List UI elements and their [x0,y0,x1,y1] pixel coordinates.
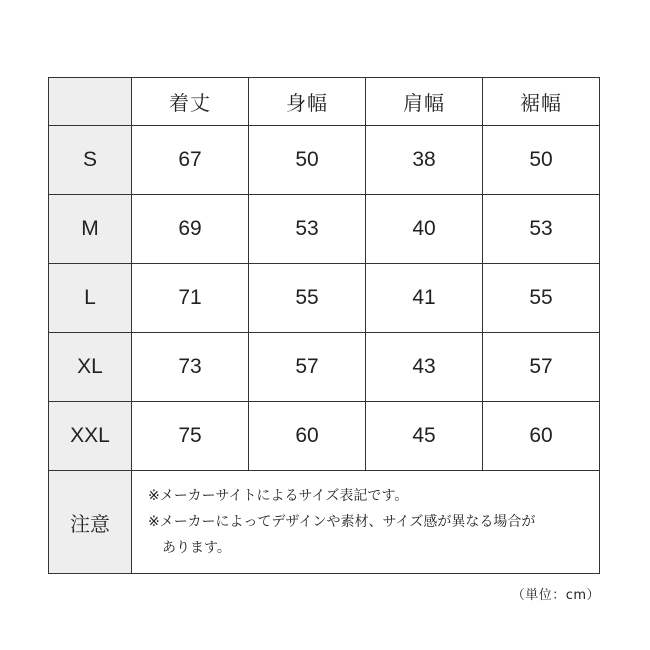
value-cell: 60 [483,402,600,471]
note-line-2: ※メーカーによってデザインや素材、サイズ感が異なる場合が [148,514,536,530]
size-chart-table [48,77,600,574]
value-cell: 69 [132,195,249,264]
value-cell: 40 [366,195,483,264]
size-label: M [49,195,132,264]
note-row [49,471,600,574]
value-cell: 60 [249,402,366,471]
table-row-xxl [49,402,600,471]
table-row-m [49,195,600,264]
size-label: XXL [49,402,132,471]
note-text [132,471,600,574]
value-cell: 45 [366,402,483,471]
value-cell: 57 [249,333,366,402]
note-line-3: あります。 [162,540,231,556]
header-shoulder-width: 肩幅 [366,78,483,126]
table-row-xl [49,333,600,402]
value-cell: 55 [483,264,600,333]
value-cell: 71 [132,264,249,333]
value-cell: 43 [366,333,483,402]
note-line-1: ※メーカーサイトによるサイズ表記です。 [148,488,409,504]
value-cell: 73 [132,333,249,402]
value-cell: 57 [483,333,600,402]
unit-label: （単位：cm） [511,588,600,603]
corner-cell [49,78,132,126]
value-cell: 75 [132,402,249,471]
header-row [49,78,600,126]
header-hem-width: 裾幅 [483,78,600,126]
table-row-l [49,264,600,333]
note-label: 注意 [49,471,132,574]
value-cell: 50 [483,126,600,195]
header-body-width: 身幅 [249,78,366,126]
size-label: S [49,126,132,195]
value-cell: 41 [366,264,483,333]
value-cell: 50 [249,126,366,195]
size-label: XL [49,333,132,402]
value-cell: 55 [249,264,366,333]
value-cell: 38 [366,126,483,195]
value-cell: 67 [132,126,249,195]
header-length: 着丈 [132,78,249,126]
value-cell: 53 [249,195,366,264]
table-row-s [49,126,600,195]
value-cell: 53 [483,195,600,264]
size-label: L [49,264,132,333]
